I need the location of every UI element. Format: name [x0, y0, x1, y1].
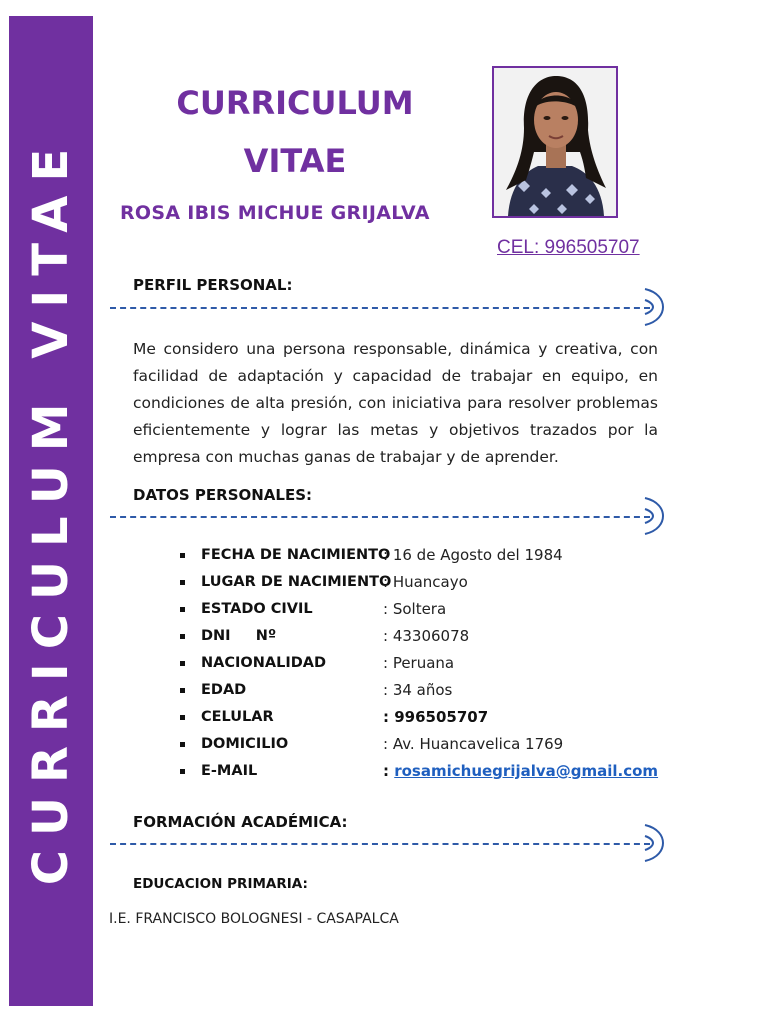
field-value: : Soltera — [383, 600, 447, 618]
portrait-image — [494, 68, 616, 216]
field-value: : Peruana — [383, 654, 455, 672]
bullet-icon — [180, 742, 185, 747]
field-value: : Huancayo — [383, 573, 468, 591]
field-label: LUGAR DE NACIMIENTO — [201, 574, 392, 590]
field-value: : 996505707 — [383, 708, 489, 726]
profile-text: Me considero una persona responsable, dinámica y creativa, con facilidad de adaptación y capacidad de trabajar en equipo, en condiciones de alta presión, con iniciativa para resolver problemas eficientemente y lograr las metas y objetivos trazados por la empresa con muchas ganas de trabajar y de aprender. — [133, 340, 658, 466]
field-value — [383, 758, 658, 785]
bullet-icon — [180, 580, 185, 585]
bullet-icon — [180, 769, 185, 774]
field-value: : 43306078 — [383, 627, 470, 645]
field-label: DNI Nº — [201, 628, 277, 644]
bracket-ornament — [644, 824, 664, 862]
profile-divider — [110, 307, 650, 309]
bullet-icon — [180, 688, 185, 693]
candidate-name: ROSA IBIS MICHUE GRIJALVA — [120, 202, 430, 224]
phone-link[interactable]: CEL: 996505707 — [497, 237, 640, 258]
primary-school: I.E. FRANCISCO BOLOGNESI - CASAPALCA — [109, 911, 399, 927]
field-label: CELULAR — [201, 709, 274, 725]
bracket-ornament — [644, 497, 664, 535]
side-banner-text: CURRICULUM VITAE — [23, 134, 79, 886]
education-divider — [110, 843, 650, 845]
bullet-icon — [180, 661, 185, 666]
primary-education-heading: EDUCACION PRIMARIA: — [133, 876, 308, 892]
bullet-icon — [180, 715, 185, 720]
bracket-ornament — [644, 288, 664, 326]
field-label: FECHA DE NACIMIENTO — [201, 547, 391, 563]
personal-data-divider — [110, 516, 650, 518]
cv-title-line2: VITAE — [243, 142, 347, 180]
bullet-icon — [180, 607, 185, 612]
education-heading: FORMACIÓN ACADÉMICA: — [133, 813, 348, 831]
bullet-icon — [180, 553, 185, 558]
field-label: NACIONALIDAD — [201, 655, 327, 671]
email-prefix: : — [383, 762, 395, 780]
field-label: E-MAIL — [201, 763, 258, 779]
profile-heading: PERFIL PERSONAL: — [133, 276, 293, 294]
profile-photo — [492, 66, 618, 218]
field-value: : Av. Huancavelica 1769 — [383, 735, 564, 753]
field-value: : 16 de Agosto del 1984 — [383, 546, 563, 564]
personal-data-heading: DATOS PERSONALES: — [133, 486, 313, 504]
field-value: : 34 años — [383, 681, 453, 699]
bullet-icon — [180, 634, 185, 639]
email-link[interactable]: rosamichuegrijalva@gmail.com — [394, 762, 659, 780]
cv-title-line1: CURRICULUM — [176, 84, 414, 122]
field-label: EDAD — [201, 682, 247, 698]
field-label: DOMICILIO — [201, 736, 289, 752]
field-label: ESTADO CIVIL — [201, 601, 313, 617]
